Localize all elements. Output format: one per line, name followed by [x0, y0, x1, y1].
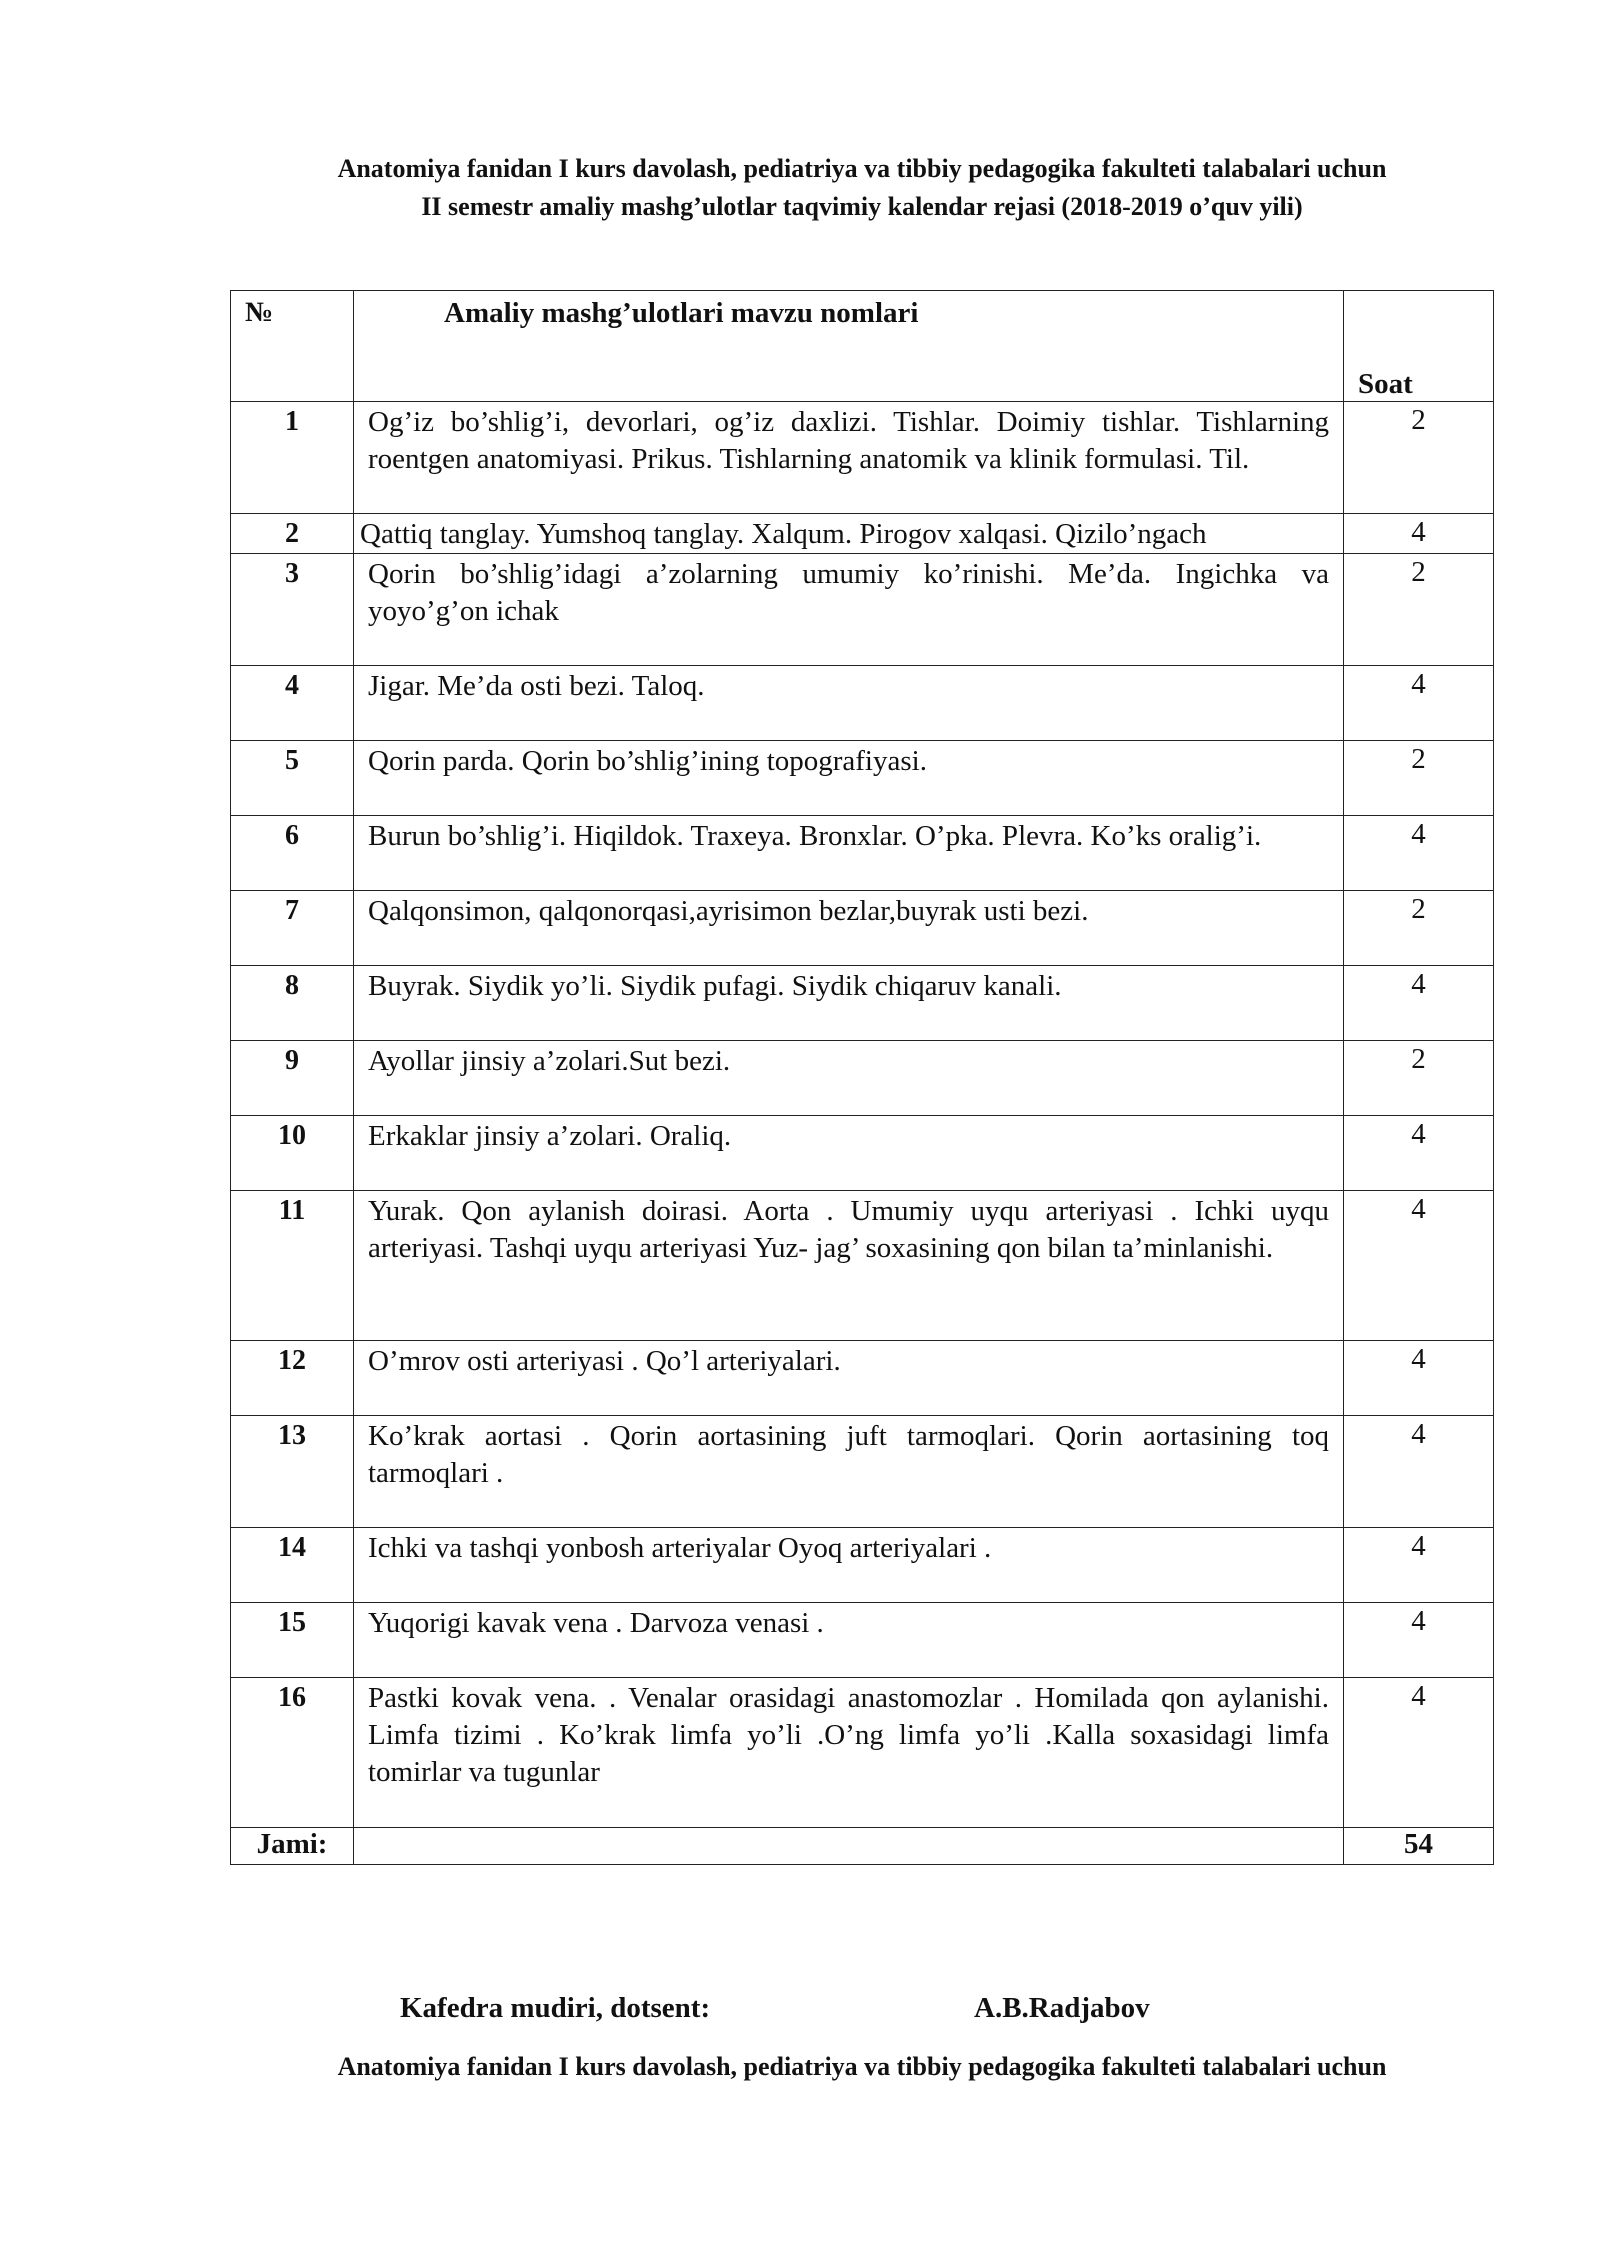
- row-hours: 2: [1344, 402, 1494, 514]
- table-row: [231, 816, 1494, 891]
- signature-name: A.B.Radjabov: [974, 1992, 1150, 2024]
- row-hours: 2: [1344, 1041, 1494, 1116]
- row-number: 14: [231, 1528, 354, 1603]
- table-row: [231, 1041, 1494, 1116]
- row-topic: Og’iz bo’shlig’i, devorlari, og’iz daxlizi. Tishlar. Doimiy tishlar. Tishlarning roentgen anatomiyasi. Prikus. Tishlarning anatomik va klinik formulasi. Til.: [354, 402, 1344, 514]
- table-row: [231, 1528, 1494, 1603]
- table-row: [231, 554, 1494, 666]
- header-number: №: [231, 291, 354, 402]
- row-hours: 4: [1344, 1191, 1494, 1341]
- total-value: 54: [1344, 1828, 1494, 1865]
- row-number: 2: [231, 514, 354, 554]
- row-topic: Qorin parda. Qorin bo’shlig’ining topografiyasi.: [354, 741, 1344, 816]
- row-topic: Erkaklar jinsiy a’zolari. Oraliq.: [354, 1116, 1344, 1191]
- document-title: [0, 150, 1600, 226]
- row-number: 15: [231, 1603, 354, 1678]
- row-number: 5: [231, 741, 354, 816]
- row-number: 4: [231, 666, 354, 741]
- row-hours: 4: [1344, 966, 1494, 1041]
- row-number: 12: [231, 1341, 354, 1416]
- header-hours: Soat: [1344, 291, 1494, 402]
- row-hours: 4: [1344, 1341, 1494, 1416]
- table-row: [231, 966, 1494, 1041]
- row-topic: Qorin bo’shlig’idagi a’zolarning umumiy ko’rinishi. Me’da. Ingichka va yoyo’g’on ichak: [354, 554, 1344, 666]
- table-row: [231, 1678, 1494, 1828]
- row-hours: 4: [1344, 1528, 1494, 1603]
- table-row: [231, 1116, 1494, 1191]
- row-number: 9: [231, 1041, 354, 1116]
- row-hours: 4: [1344, 1603, 1494, 1678]
- row-number: 1: [231, 402, 354, 514]
- table-row: [231, 514, 1494, 554]
- row-topic: Qalqonsimon, qalqonorqasi,ayrisimon bezlar,buyrak usti bezi.: [354, 891, 1344, 966]
- footer-title: Anatomiya fanidan I kurs davolash, pediatriya va tibbiy pedagogika fakulteti talabalari uchun: [337, 2052, 1387, 2081]
- row-topic: O’mrov osti arteriyasi . Qo’l arteriyalari.: [354, 1341, 1344, 1416]
- table-row: [231, 741, 1494, 816]
- row-hours: 2: [1344, 741, 1494, 816]
- row-number: 13: [231, 1416, 354, 1528]
- row-topic: Yurak. Qon aylanish doirasi. Aorta . Umumiy uyqu arteriyasi . Ichki uyqu arteriyasi. Tashqi uyqu arteriyasi Yuz- jag’ soxasining qon bilan ta’minlanishi.: [354, 1191, 1344, 1341]
- signature-role: Kafedra mudiri, dotsent:: [400, 1992, 711, 2024]
- row-hours: 4: [1344, 514, 1494, 554]
- header-topic: Amaliy mashg’ulotlari mavzu nomlari: [354, 291, 1344, 402]
- row-number: 16: [231, 1678, 354, 1828]
- row-number: 10: [231, 1116, 354, 1191]
- row-hours: 2: [1344, 891, 1494, 966]
- table-row: [231, 402, 1494, 514]
- table-row: [231, 1603, 1494, 1678]
- row-topic: Yuqorigi kavak vena . Darvoza venasi .: [354, 1603, 1344, 1678]
- row-number: 6: [231, 816, 354, 891]
- total-empty-cell: [354, 1828, 1344, 1865]
- row-topic: Pastki kovak vena. . Venalar orasidagi anastomozlar . Homilada qon aylanishi. Limfa tizimi . Ko’krak limfa yo’li .O’ng limfa yo’li .Kalla soxasidagi limfa tomirlar va tugunlar: [354, 1678, 1344, 1828]
- row-topic: Ichki va tashqi yonbosh arteriyalar Oyoq arteriyalari .: [354, 1528, 1344, 1603]
- table-row: [231, 1191, 1494, 1341]
- table-row: [231, 891, 1494, 966]
- table-row: [231, 666, 1494, 741]
- row-hours: 4: [1344, 1116, 1494, 1191]
- row-topic: Burun bo’shlig’i. Hiqildok. Traxeya. Bronxlar. O’pka. Plevra. Ko’ks oralig’i.: [354, 816, 1344, 891]
- row-topic: Ayollar jinsiy a’zolari.Sut bezi.: [354, 1041, 1344, 1116]
- title-line-1: Anatomiya fanidan I kurs davolash, pediatriya va tibbiy pedagogika fakulteti talabalari uchun: [337, 154, 1387, 183]
- row-hours: 4: [1344, 816, 1494, 891]
- row-topic: Qattiq tanglay. Yumshoq tanglay. Xalqum. Pirogov xalqasi. Qizilo’ngach: [354, 514, 1344, 554]
- row-hours: 4: [1344, 666, 1494, 741]
- row-number: 11: [231, 1191, 354, 1341]
- total-label: Jami:: [231, 1828, 354, 1865]
- schedule-table: [230, 290, 1494, 1865]
- row-number: 7: [231, 891, 354, 966]
- row-hours: 2: [1344, 554, 1494, 666]
- table-header-row: [231, 291, 1494, 402]
- row-number: 3: [231, 554, 354, 666]
- table-row: [231, 1416, 1494, 1528]
- row-topic: Ko’krak aortasi . Qorin aortasining juft tarmoqlari. Qorin aortasining toq tarmoqlari .: [354, 1416, 1344, 1528]
- table-total-row: [231, 1828, 1494, 1865]
- row-hours: 4: [1344, 1416, 1494, 1528]
- row-hours: 4: [1344, 1678, 1494, 1828]
- row-topic: Jigar. Me’da osti bezi. Taloq.: [354, 666, 1344, 741]
- row-topic: Buyrak. Siydik yo’li. Siydik pufagi. Siydik chiqaruv kanali.: [354, 966, 1344, 1041]
- title-line-2: II semestr amaliy mashg’ulotlar taqvimiy kalendar rejasi (2018-2019 o’quv yili): [421, 192, 1303, 221]
- row-number: 8: [231, 966, 354, 1041]
- table-row: [231, 1341, 1494, 1416]
